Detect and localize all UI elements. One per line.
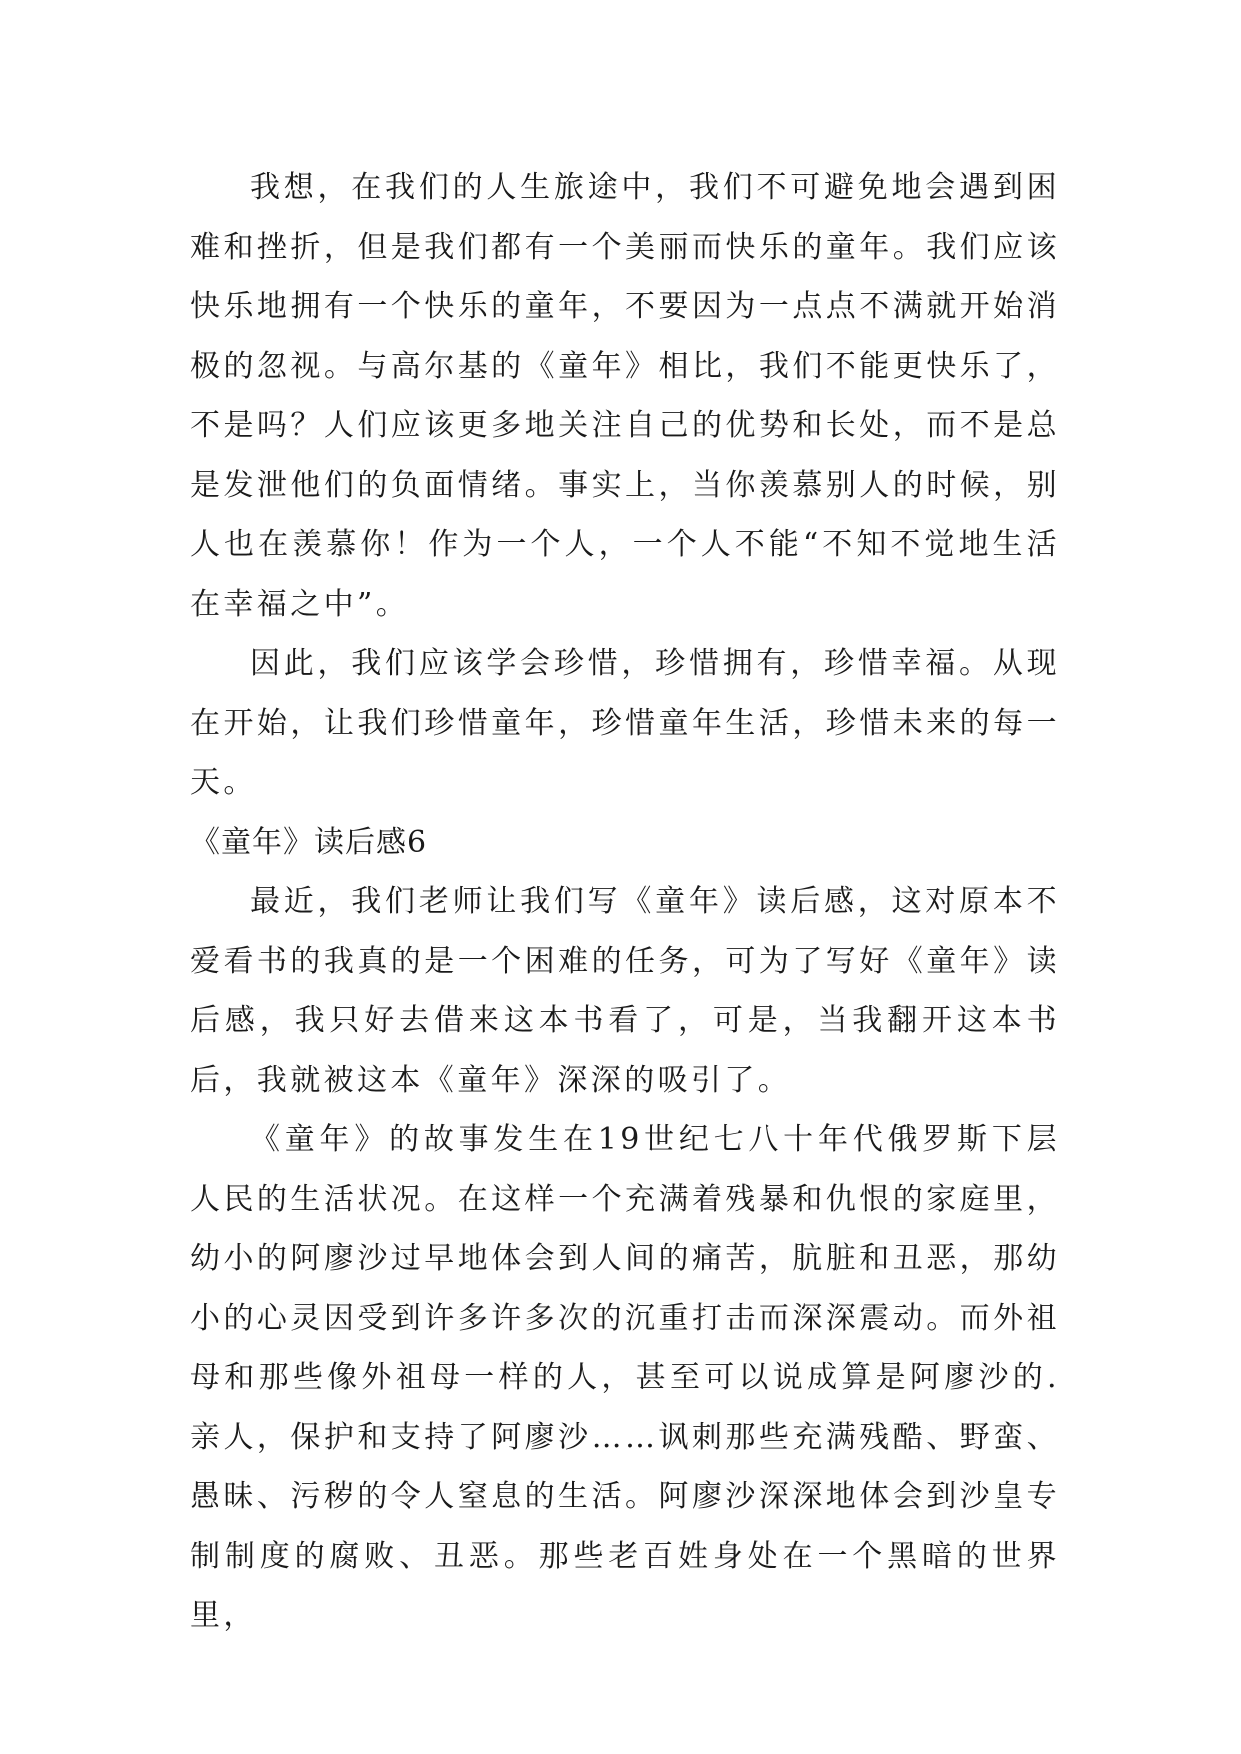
paragraph-3: 最近，我们老师让我们写《童年》读后感，这对原本不爱看书的我真的是一个困难的任务，可为了写好《童年》读后感，我只好去借来这本书看了，可是，当我翻开这本书后，我就被这本《童年》深深的吸引了。 — [190, 884, 1060, 1098]
paragraph-1: 我想，在我们的人生旅途中，我们不可避免地会遇到困难和挫折，但是我们都有一个美丽而快乐的童年。我们应该快乐地拥有一个快乐的童年，不要因为一点点不满就开始消极的忽视。与高尔基的《童年》相比，我们不能更快乐了，不是吗？人们应该更多地关注自己的优势和长处，而不是总是发泄他们的负面情绪。事实上，当你羡慕别人的时候，别人也在羡慕你！作为一个人，一个人不能“不知不觉地生活在幸福之中”。 — [190, 170, 1060, 622]
section-heading: 《童年》读后感6 — [190, 824, 428, 860]
document-page — [190, 158, 1060, 1646]
paragraph-4: 《童年》的故事发生在19世纪七八十年代俄罗斯下层人民的生活状况。在这样一个充满着残暴和仇恨的家庭里，幼小的阿廖沙过早地体会到人间的痛苦，肮脏和丑恶，那幼小的心灵因受到许多许多次的沉重打击而深深震动。而外祖母和那些像外祖母一样的人，甚至可以说成算是阿廖沙的.亲人，保护和支持了阿廖沙……讽刺那些充满残酷、野蛮、愚昧、污秽的令人窒息的生活。阿廖沙深深地体会到沙皇专制制度的腐败、丑恶。那些老百姓身处在一个黑暗的世界里， — [190, 1122, 1060, 1633]
paragraph-2: 因此，我们应该学会珍惜，珍惜拥有，珍惜幸福。从现在开始，让我们珍惜童年，珍惜童年生活，珍惜未来的每一天。 — [190, 646, 1060, 800]
